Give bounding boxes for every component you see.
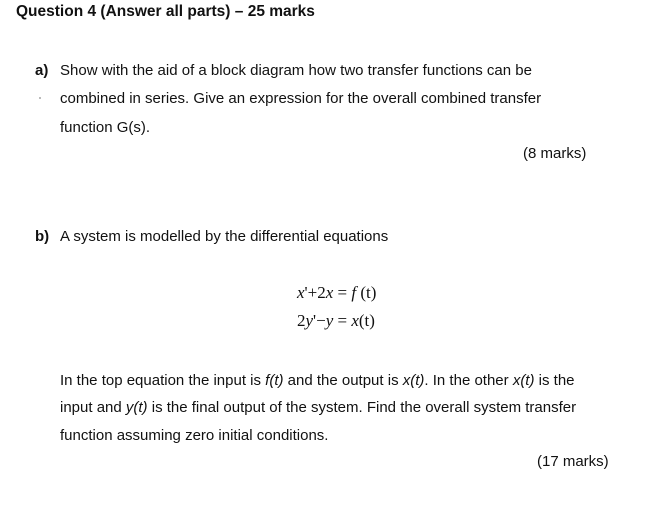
part-a-label: a)	[35, 62, 49, 79]
part-a-marks: (8 marks)	[523, 145, 587, 162]
part-a-line-3: function G(s).	[60, 119, 151, 136]
part-b-intro: A system is modelled by the differential equations	[60, 228, 389, 245]
part-b-marks: (17 marks)	[537, 453, 609, 470]
part-b-para-line-1: In the top equation the input is f(t) and the output is x(t). In the other x(t) is the	[60, 372, 575, 389]
part-b-label: b)	[35, 228, 50, 245]
part-b-para-line-3: function assuming zero initial conditions.	[60, 427, 329, 444]
question-title: Question 4 (Answer all parts) – 25 marks	[16, 3, 315, 20]
scan-speck	[39, 97, 41, 99]
part-a-line-2: combined in series. Give an expression for the overall combined transfer	[60, 90, 542, 107]
part-a-line-1: Show with the aid of a block diagram how two transfer functions can be	[60, 62, 532, 79]
equation-1: x'+2x = f (t)	[297, 283, 377, 302]
part-b-para-line-2: input and y(t) is the final output of the system. Find the overall system transfer	[60, 399, 577, 416]
equation-2: 2y'−y = x(t)	[297, 311, 375, 330]
